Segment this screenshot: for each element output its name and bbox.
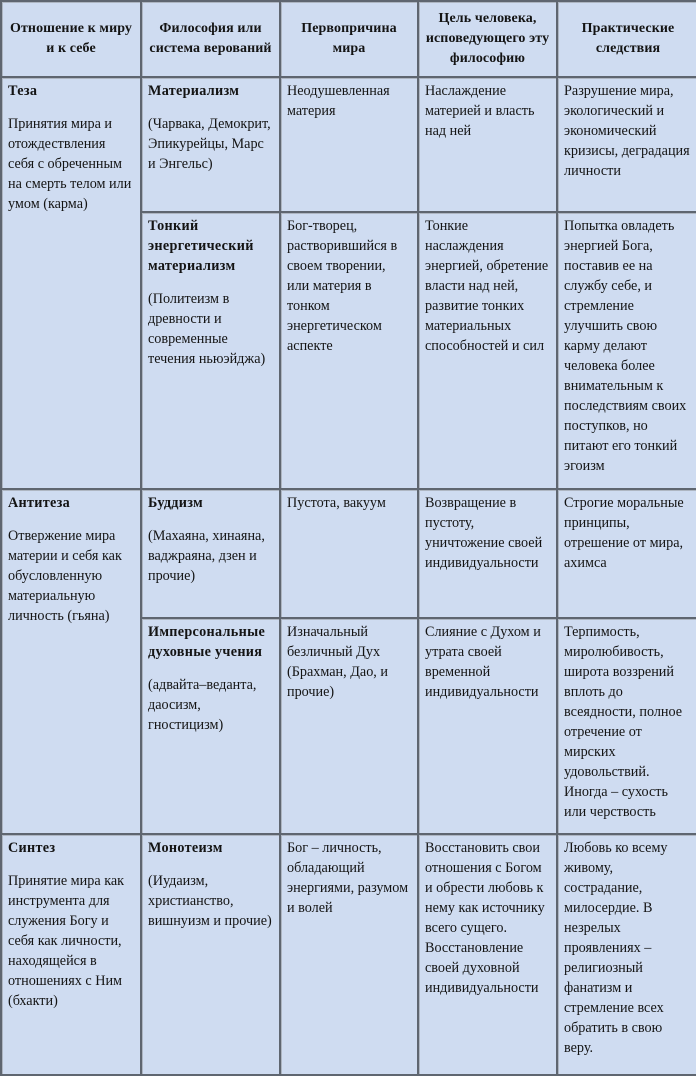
header-consequences: Практические следствия — [558, 2, 696, 78]
stage-title: Синтез — [8, 840, 56, 856]
goal-cell: Восстановить свои отношения с Богом и обрести любовь к нему как источнику всего сущего. Восстановление своей духовной индивидуальности — [419, 835, 558, 1074]
philosophy-cell — [142, 619, 281, 835]
goal-cell: Возвращение в пустоту, уничтожение своей индивидуальности — [419, 490, 558, 619]
stage-cell-synthesis — [2, 835, 142, 1074]
first-cause-cell: Бог-творец, растворившийся в своем творении, или материя в тонком энергетическом аспекте — [281, 213, 419, 490]
table-header-row — [2, 2, 696, 78]
header-first-cause: Первопричина мира — [281, 2, 419, 78]
stage-title: Теза — [8, 83, 38, 99]
philosophy-cell — [142, 78, 281, 213]
goal-cell: Тонкие наслаждения энергией, обретение власти над ней, развитие тонких материальных способностей и сил — [419, 213, 558, 490]
consequences-cell: Любовь ко всему живому, сострадание, милосердие. В незрелых проявлениях – религиозный фанатизм и стремление всех обратить в свою веру. — [558, 835, 696, 1074]
first-cause-cell: Пустота, вакуум — [281, 490, 419, 619]
table-row — [2, 835, 696, 1074]
first-cause-cell: Бог – личность, обладающий энергиями, разумом и волей — [281, 835, 419, 1074]
first-cause-cell: Неодушевленная материя — [281, 78, 419, 213]
philosophy-name: Буддизм — [148, 495, 204, 511]
philosophy-name: Имперсональные духовные учения — [148, 624, 266, 660]
philosophy-cell — [142, 213, 281, 490]
goal-cell: Слияние с Духом и утрата своей временной индивидуальности — [419, 619, 558, 835]
consequences-cell: Терпимость, миролюбивость, широта воззрений вплоть до всеядности, полное отречение от мирских удовольствий. Иногда – сухость или черствость — [558, 619, 696, 835]
first-cause-cell: Изначальный безличный Дух (Брахман, Дао, и прочие) — [281, 619, 419, 835]
header-philosophy: Философия или система верований — [142, 2, 281, 78]
consequences-cell: Попытка овладеть энергией Бога, поставив ее на службу себе, и стремление улучшить свою карму делают человека более внимательным к последствиям своих поступков, но питают его тонкий эгоизм — [558, 213, 696, 490]
header-attitude: Отношение к миру и к себе — [2, 2, 142, 78]
philosophy-examples: (Политеизм в древности и современные течения ньюэйджа) — [148, 291, 266, 367]
stage-description: Принятия мира и отождествления себя с обреченным на смерть телом или умом (карма) — [8, 116, 132, 212]
philosophy-examples: (адвайта–веданта, даосизм, гностицизм) — [148, 677, 257, 733]
table-row — [2, 78, 696, 213]
stage-cell-thesis — [2, 78, 142, 490]
philosophy-name: Материализм — [148, 83, 240, 99]
philosophy-cell — [142, 835, 281, 1074]
stage-cell-antithesis — [2, 490, 142, 835]
philosophy-examples: (Чарвака, Демокрит, Эпикурейцы, Марс и Энгельс) — [148, 116, 271, 172]
consequences-cell: Строгие моральные принципы, отрешение от мира, ахимса — [558, 490, 696, 619]
table-row — [2, 490, 696, 619]
goal-cell: Наслаждение материей и власть над ней — [419, 78, 558, 213]
consequences-cell: Разрушение мира, экологический и экономический кризисы, деградация личности — [558, 78, 696, 213]
philosophy-cell — [142, 490, 281, 619]
stage-title: Антитеза — [8, 495, 71, 511]
philosophy-examples: (Иудаизм, христианство, вишнуизм и прочие) — [148, 873, 272, 929]
stage-description: Отвержение мира материи и себя как обусловленную материальную личность (гьяна) — [8, 528, 122, 624]
philosophy-examples: (Махаяна, хинаяна, ваджраяна, дзен и прочие) — [148, 528, 265, 584]
philosophy-name: Монотеизм — [148, 840, 223, 856]
stage-description: Принятие мира как инструмента для служения Богу и себя как личности, находящейся в отношениях с Ним (бхакти) — [8, 873, 125, 1009]
philosophy-name: Тонкий энергетический материализм — [148, 218, 254, 274]
header-goal: Цель человека, исповедующего эту философию — [419, 2, 558, 78]
